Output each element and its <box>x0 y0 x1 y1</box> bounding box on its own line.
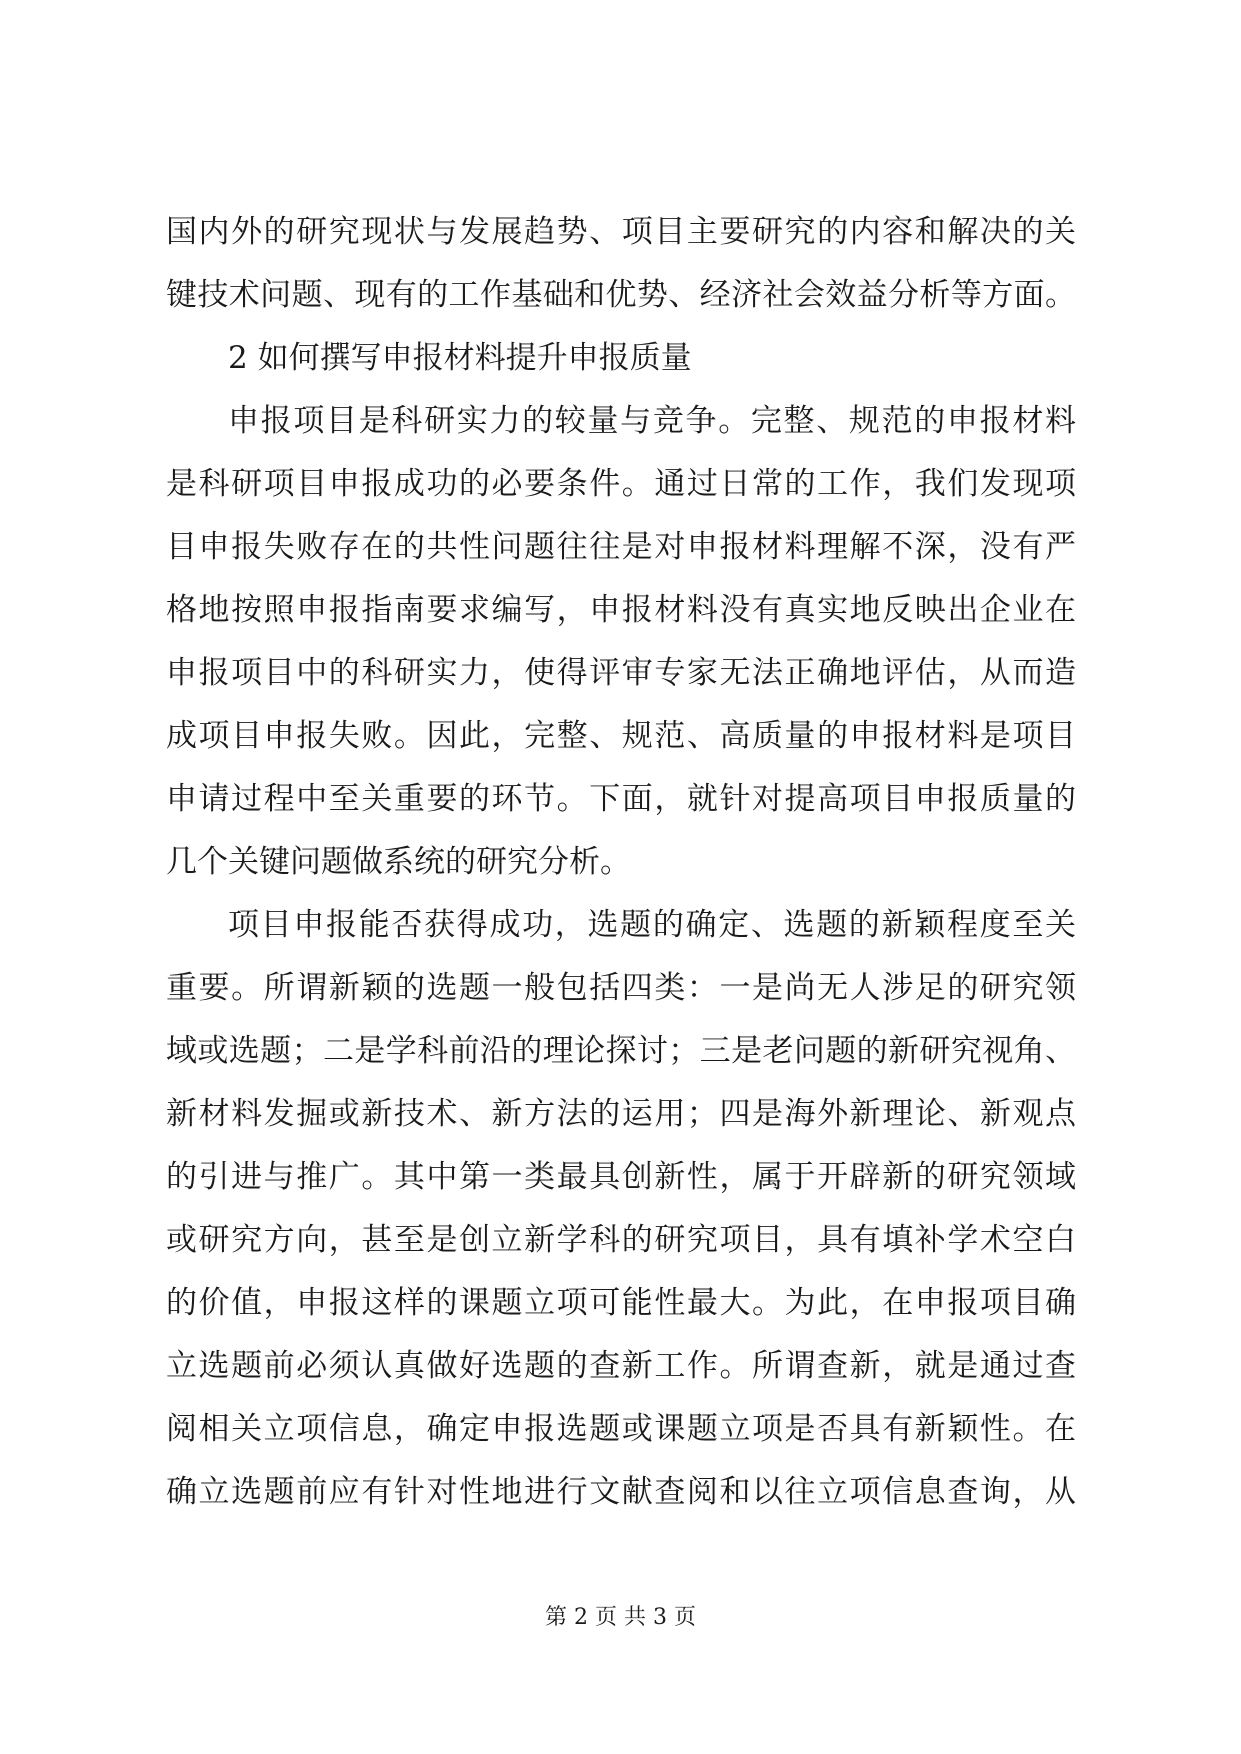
page-footer: 第 2 页 共 3 页 <box>545 1605 696 1630</box>
paragraph-line: 申报项目是科研实力的较量与竞争。完整、规范的申报材料 <box>228 403 1076 439</box>
paragraph-line: 或研究方向，甚至是创立新学科的研究项目，具有填补学术空白 <box>166 1222 1076 1258</box>
paragraph-line: 国内外的研究现状与发展趋势、项目主要研究的内容和解决的关 <box>166 214 1076 250</box>
paragraph-line: 的价值，申报这样的课题立项可能性最大。为此，在申报项目确 <box>166 1285 1076 1321</box>
paragraph-line: 是科研项目申报成功的必要条件。通过日常的工作，我们发现项 <box>166 466 1076 502</box>
paragraph-line: 新材料发掘或新技术、新方法的运用；四是海外新理论、新观点 <box>166 1096 1076 1132</box>
paragraph-line: 申请过程中至关重要的环节。下面，就针对提高项目申报质量的 <box>166 781 1076 817</box>
paragraph-line: 键技术问题、现有的工作基础和优势、经济社会效益分析等方面。 <box>166 277 1076 313</box>
paragraph-line: 格地按照申报指南要求编写，申报材料没有真实地反映出企业在 <box>166 592 1076 628</box>
paragraph-line: 阅相关立项信息，确定申报选题或课题立项是否具有新颖性。在 <box>166 1411 1076 1447</box>
paragraph-line: 立选题前必须认真做好选题的查新工作。所谓查新，就是通过查 <box>166 1348 1076 1384</box>
paragraph-line: 的引进与推广。其中第一类最具创新性，属于开辟新的研究领域 <box>166 1159 1076 1195</box>
paragraph-line: 成项目申报失败。因此，完整、规范、高质量的申报材料是项目 <box>166 718 1076 754</box>
paragraph-line: 目申报失败存在的共性问题往往是对申报材料理解不深，没有严 <box>166 529 1076 565</box>
paragraph-line: 重要。所谓新颖的选题一般包括四类：一是尚无人涉足的研究领 <box>166 970 1076 1006</box>
paragraph-line: 确立选题前应有针对性地进行文献查阅和以往立项信息查询，从 <box>166 1474 1076 1510</box>
paragraph-line: 域或选题；二是学科前沿的理论探讨；三是老问题的新研究视角、 <box>166 1033 1076 1069</box>
section-heading: 2 如何撰写申报材料提升申报质量 <box>228 340 692 376</box>
paragraph-line: 项目申报能否获得成功，选题的确定、选题的新颖程度至关 <box>228 907 1076 943</box>
paragraph-line: 申报项目中的科研实力，使得评审专家无法正确地评估，从而造 <box>166 655 1076 691</box>
paragraph-line: 几个关键问题做系统的研究分析。 <box>166 844 631 880</box>
